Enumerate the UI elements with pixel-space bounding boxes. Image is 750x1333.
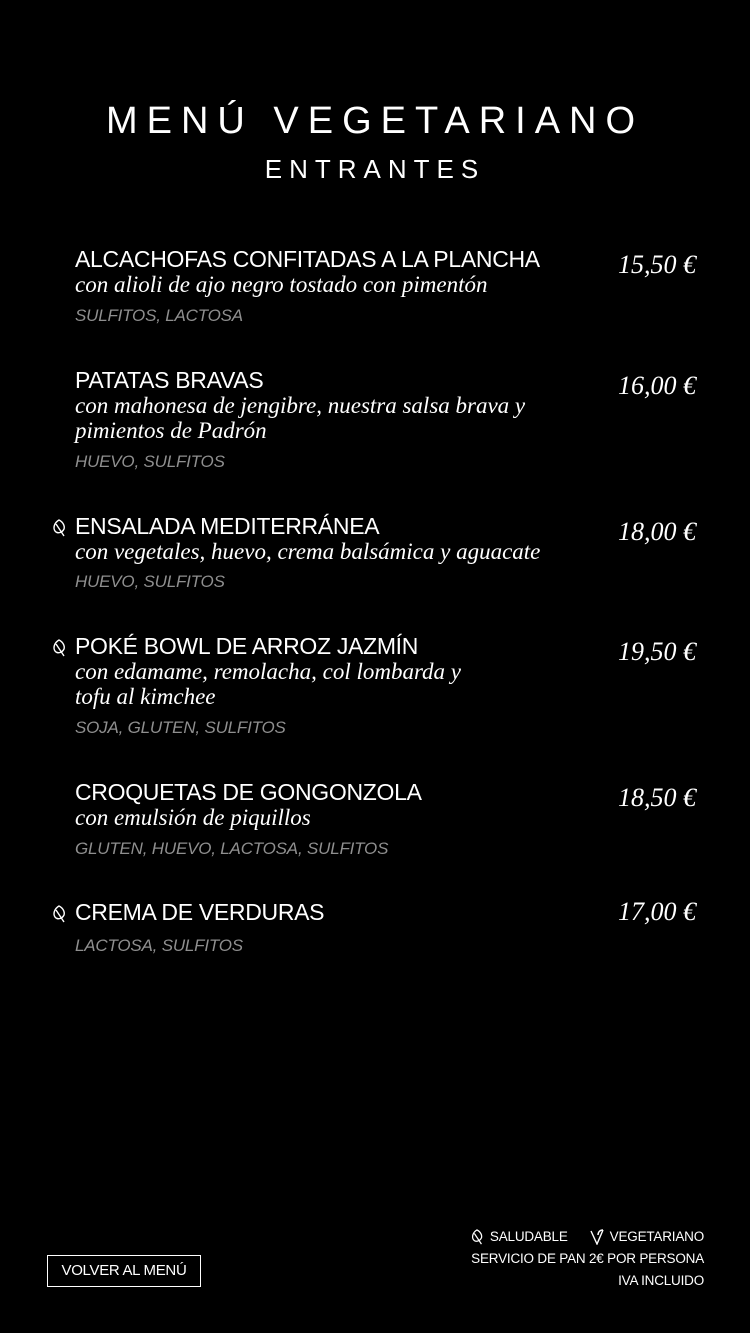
dish-allergens: HUEVO, SULFITOS — [75, 452, 225, 471]
dish-description: con vegetales, huevo, crema balsámica y aguacate — [75, 539, 541, 564]
dish-allergens: GLUTEN, HUEVO, LACTOSA, SULFITOS — [75, 839, 389, 858]
leaf-icon — [52, 639, 66, 657]
dish-name: PATATAS BRAVAS — [75, 367, 264, 393]
page-title: MENÚ VEGETARIANO — [105, 100, 645, 142]
back-to-menu-button[interactable]: VOLVER AL MENÚ — [47, 1255, 201, 1287]
dish-price: 16,00 € — [618, 371, 696, 400]
dish-price: 15,50 € — [618, 250, 696, 279]
vat-note: IVA INCLUIDO — [618, 1273, 704, 1288]
dish-allergens: SULFITOS, LACTOSA — [75, 306, 243, 325]
dish-description: con alioli de ajo negro tostado con pimentón — [75, 272, 488, 297]
dish-price: 18,00 € — [618, 517, 696, 546]
dish-price: 17,00 € — [618, 897, 696, 926]
dish-price: 18,50 € — [618, 783, 696, 812]
legend-vegetarian-label: VEGETARIANO — [609, 1229, 704, 1244]
dish-name: CROQUETAS DE GONGONZOLA — [75, 779, 422, 805]
dish-description: con mahonesa de jengibre, nuestra salsa brava y pimientos de Padrón — [75, 393, 526, 443]
dish-allergens: LACTOSA, SULFITOS — [75, 936, 243, 955]
legend-healthy-label: SALUDABLE — [489, 1229, 568, 1244]
dish-price: 19,50 € — [618, 637, 696, 666]
dish-description: con edamame, remolacha, col lombarda y tofu al kimchee — [75, 659, 462, 709]
dish-name: ALCACHOFAS CONFITADAS A LA PLANCHA — [75, 246, 540, 272]
legend — [470, 1227, 704, 1293]
dish-name: POKÉ BOWL DE ARROZ JAZMÍN — [75, 633, 419, 659]
dish-allergens: SOJA, GLUTEN, SULFITOS — [75, 718, 286, 737]
legend-icons-row — [470, 1227, 704, 1249]
leaf-icon — [470, 1229, 484, 1245]
bread-service-note: SERVICIO DE PAN 2€ POR PERSONA — [471, 1251, 704, 1266]
leaf-icon — [52, 519, 66, 537]
dish-name: ENSALADA MEDITERRÁNEA — [75, 513, 380, 539]
dish-name: CREMA DE VERDURAS — [75, 899, 325, 925]
leaf-icon — [52, 905, 66, 923]
dish-description: con emulsión de piquillos — [75, 805, 311, 830]
section-title: ENTRANTES — [264, 154, 486, 184]
sprout-icon — [590, 1229, 604, 1245]
dish-allergens: HUEVO, SULFITOS — [75, 572, 225, 591]
